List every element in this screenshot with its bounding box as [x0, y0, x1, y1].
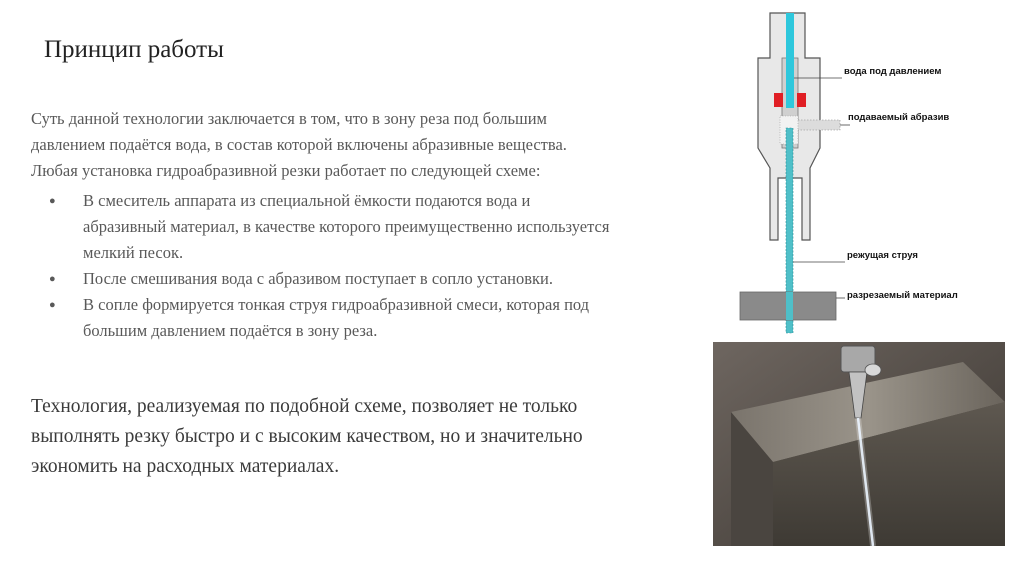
label-material: разрезаемый материал: [847, 290, 958, 301]
slide-title: Принцип работы: [44, 36, 224, 63]
process-steps-list: [31, 188, 731, 344]
waterjet-cutting-photo: [713, 342, 1005, 546]
bullet-line: В сопле формируется тонкая струя гидроабразивной смеси, которая под: [83, 295, 590, 314]
bullet-line: После смешивания вода с абразивом поступает в сопло установки.: [83, 269, 553, 288]
bullet-icon: ●: [49, 273, 56, 285]
list-item: [31, 292, 731, 344]
conclusion-paragraph: [31, 392, 671, 482]
intro-line: Любая установка гидроабразивной резки работает по следующей схеме:: [31, 161, 541, 180]
list-item: [31, 266, 731, 292]
waterjet-nozzle-diagram: [730, 8, 1020, 338]
conclusion-line: выполнять резку быстро и с высоким качеством, но и значительно: [31, 426, 583, 447]
jet-through-material: [786, 292, 793, 320]
intro-line: Суть данной технологии заключается в том, что в зону реза под большим: [31, 109, 547, 128]
bullet-line: абразивный материал, в качестве которого преимущественно используется: [83, 217, 610, 236]
bullet-line: В смеситель аппарата из специальной ёмкости подаются вода и: [83, 191, 531, 210]
conclusion-line: Технология, реализуемая по подобной схеме, позволяет не только: [31, 396, 578, 417]
bullet-line: мелкий песок.: [83, 243, 184, 262]
seal-left: [774, 93, 783, 107]
bullet-icon: ●: [49, 299, 56, 311]
abrasive-feed: [792, 120, 840, 130]
label-jet: режущая струя: [847, 250, 918, 261]
intro-line: давлением подаётся вода, в состав которой включены абразивные вещества.: [31, 135, 567, 154]
label-water: вода под давлением: [844, 66, 942, 77]
bullet-icon: ●: [49, 195, 56, 207]
bullet-line: большим давлением подаётся в зону реза.: [83, 321, 378, 340]
intro-paragraph: [31, 106, 721, 184]
water-feed: [786, 13, 794, 108]
nozzle-knob: [865, 364, 881, 376]
conclusion-line: экономить на расходных материалах.: [31, 456, 340, 477]
label-abrasive: подаваемый абразив: [848, 112, 950, 123]
seal-right: [797, 93, 806, 107]
list-item: [31, 188, 731, 266]
